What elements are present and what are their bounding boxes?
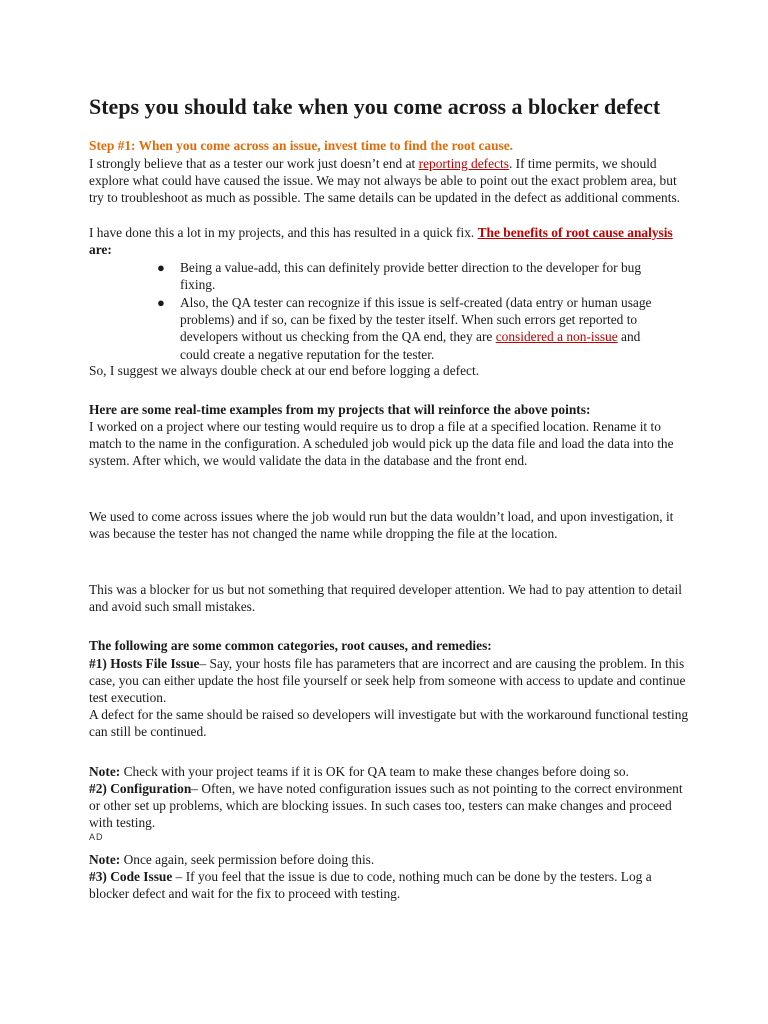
- list-item-text: [180, 294, 670, 363]
- note-1: [89, 763, 689, 780]
- category-configuration: [89, 780, 689, 832]
- examples-paragraph-3: This was a blocker for us but not something that required developer attention. We had to pay attention to detail and avoid such small mistakes.: [89, 582, 682, 615]
- bullet-icon: ●: [157, 260, 165, 275]
- benefits-root-cause-link[interactable]: The benefits of root cause analysis: [477, 225, 673, 240]
- category-text: – If you feel that the issue is due to code, nothing much can be done by the testers. Log a blocker defect and wait for the fix to proceed with testing.: [89, 869, 652, 902]
- paragraph-benefits: [89, 224, 689, 258]
- note-text: Once again, seek permission before doing this.: [120, 852, 375, 867]
- examples-heading-text: Here are some real-time examples from my projects that will reinforce the above points:: [89, 402, 591, 417]
- page-title: Steps you should take when you come across a blocker defect: [89, 94, 661, 119]
- ad-marker: AD: [89, 832, 104, 842]
- categories-heading: [89, 637, 689, 654]
- paragraph-root-cause: [89, 155, 689, 207]
- list-item-text-part: Also, the QA tester can recognize if this issue is self-created (data entry or human usage problems) and if so, can be fixed by the tester itself. When such errors get reported to developers without us checking from the QA end, they are: [180, 295, 652, 345]
- categories-heading-text: The following are some common categories, root causes, and remedies:: [89, 638, 492, 653]
- paragraph-text: . If time permits, we should explore what could have caused the issue. We may not always be able to point out the exact problem area, but try to troubleshoot as much as possible. The same details can be updated in the defect as additional comments.: [89, 156, 681, 206]
- paragraph-text: are:: [89, 242, 112, 258]
- paragraph-text: I strongly believe that as a tester our work just doesn’t end at: [89, 156, 419, 171]
- step1-heading: [89, 137, 689, 154]
- bullet-icon: ●: [157, 295, 165, 310]
- paragraph-text: I have done this a lot in my projects, and this has resulted in a quick fix.: [89, 225, 478, 240]
- list-item-text-part: and could create a negative reputation for the tester.: [180, 329, 641, 362]
- step1-heading-text: When you come across an issue, invest time to find the root cause.: [135, 138, 514, 153]
- note-text: Check with your project teams if it is OK for QA team to make these changes before doing so.: [120, 764, 629, 779]
- category-text: – Say, your hosts file has parameters that are incorrect and are causing the problem. In this case, you can either update the host file yourself or seek help from someone with access to update and continue test execution.: [89, 656, 686, 706]
- paragraph-double-check: So, I suggest we always double check at our end before logging a defect.: [89, 363, 480, 378]
- examples-paragraph-2: We used to come across issues where the job would run but the data wouldn’t load, and upon investigation, it was because the tester has not changed the name while dropping the file at the location.: [89, 509, 674, 542]
- category-code-issue: [89, 868, 689, 902]
- category-label: #1) Hosts File Issue: [89, 656, 200, 671]
- examples-paragraph-1: I worked on a project where our testing would require us to drop a file at a specified location. Rename it to match to the name in the configuration. A scheduled job would pick up the data file and load the data into the system. After which, we would validate the data in the database and the front end.: [89, 419, 674, 469]
- reporting-defects-link[interactable]: reporting defects: [418, 156, 509, 171]
- note-label: Note:: [89, 852, 121, 867]
- category-label: #2) Configuration: [89, 781, 192, 796]
- step1-label: Step #1:: [89, 138, 136, 153]
- category-hosts-file-p2: A defect for the same should be raised so developers will investigate but with the workaround functional testing can still be continued.: [89, 707, 689, 740]
- list-item-text: Being a value-add, this can definitely provide better direction to the developer for bug fixing.: [180, 260, 642, 293]
- note-2: [89, 851, 689, 868]
- category-hosts-file: [89, 655, 689, 707]
- note-label: Note:: [89, 764, 121, 779]
- category-label: #3) Code Issue: [89, 869, 173, 884]
- considered-non-issue-link[interactable]: considered a non-issue: [495, 329, 618, 345]
- examples-heading: [89, 401, 689, 418]
- category-text: – Often, we have noted configuration issues such as not pointing to the correct environment or other set up problems, which are blocking issues. In such cases too, testers can make changes and proceed with testing.: [89, 781, 683, 831]
